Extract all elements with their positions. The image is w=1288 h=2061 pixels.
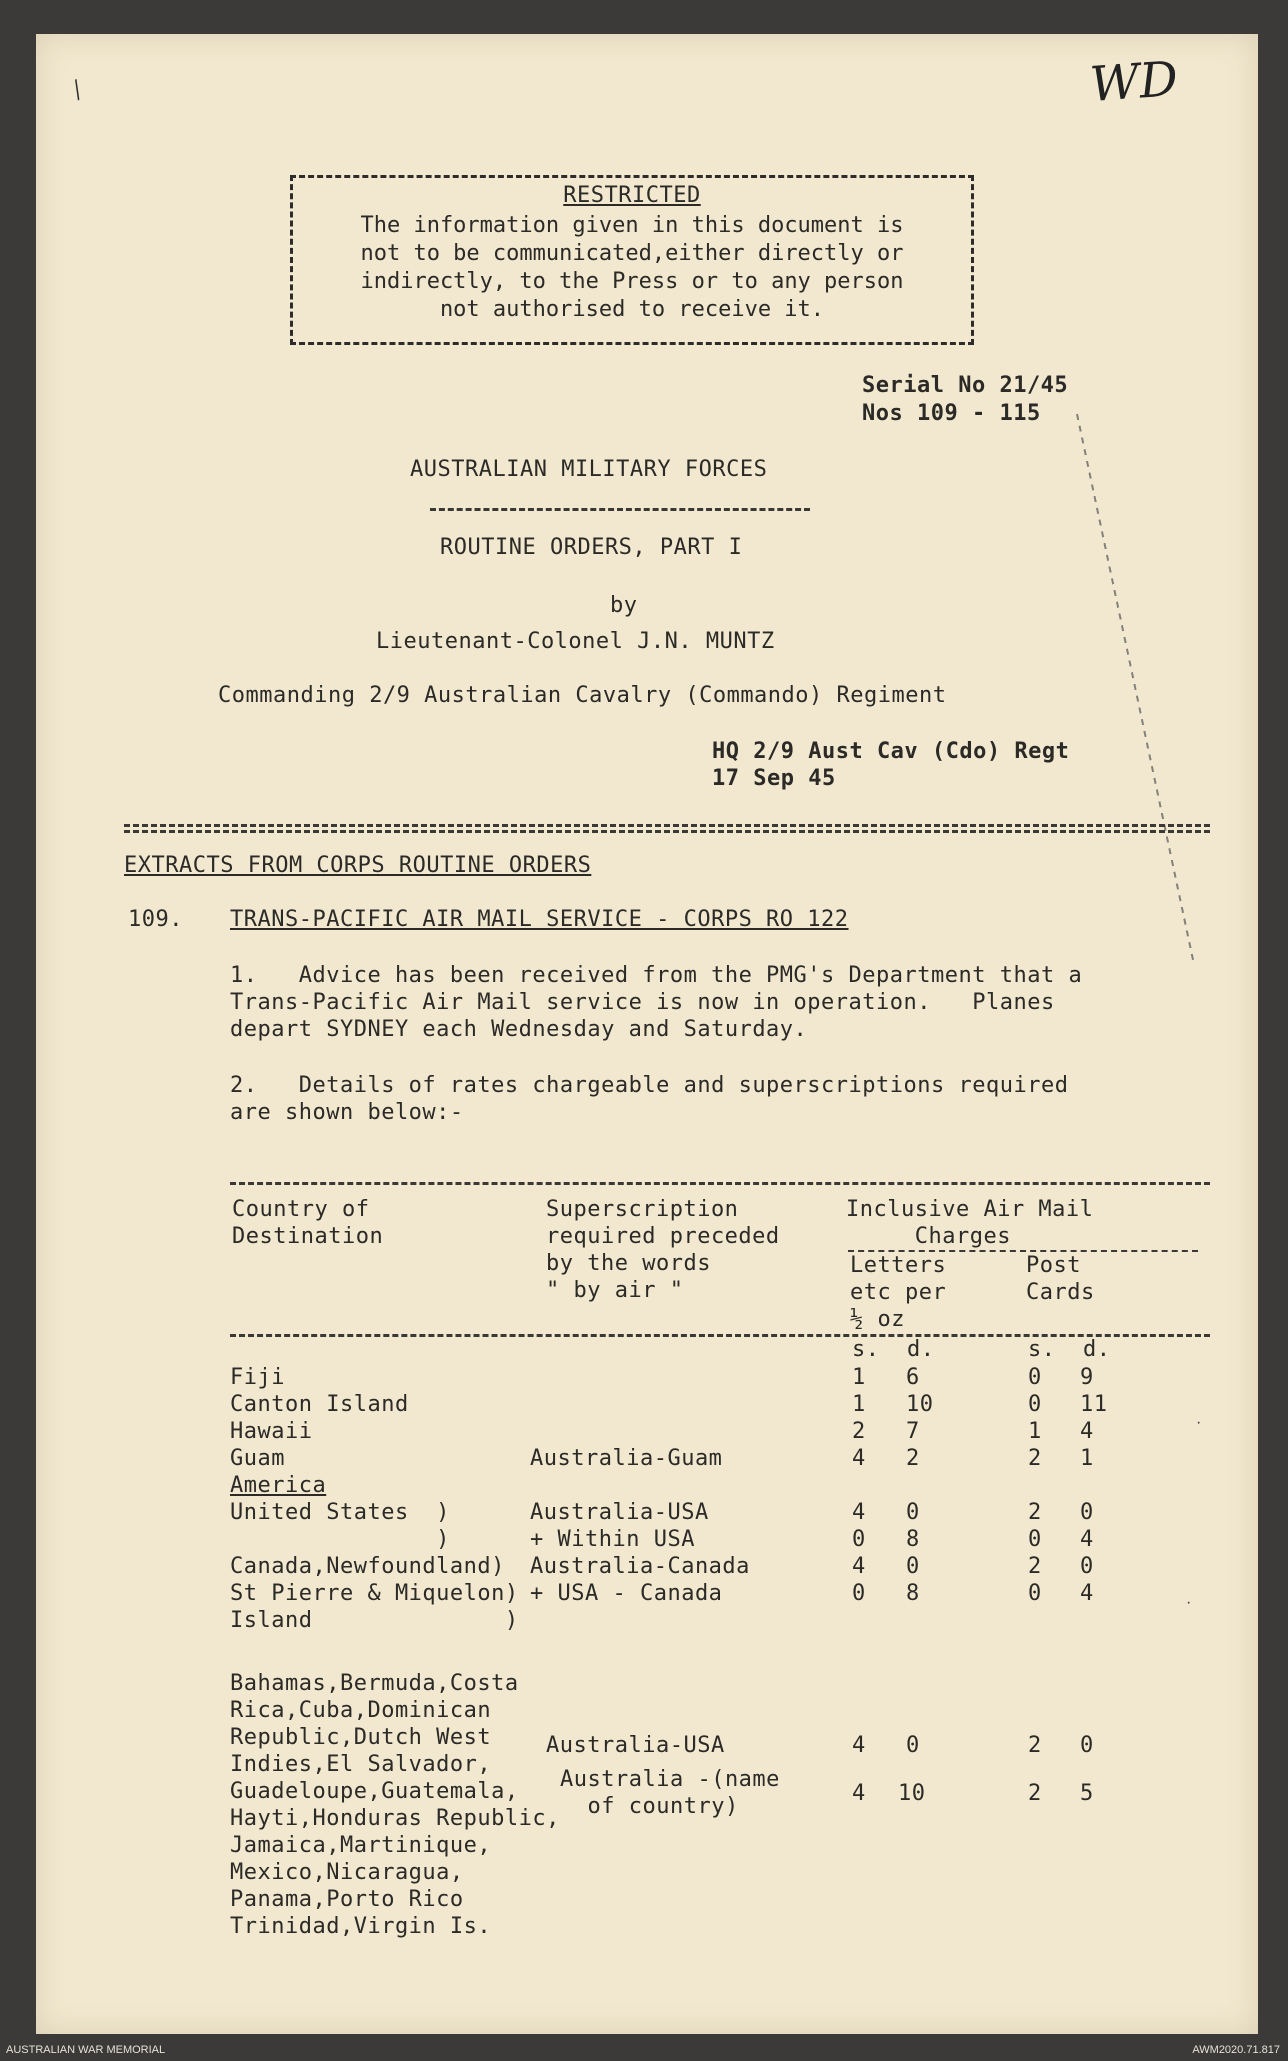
group-superscription-2: Australia -(name of country) bbox=[560, 1767, 780, 1819]
letters-shillings: 1 bbox=[852, 1365, 866, 1390]
letters-shillings: 0 bbox=[852, 1581, 866, 1606]
postcards-pence: 4 bbox=[1080, 1581, 1094, 1606]
postcards-pence: 4 bbox=[1080, 1419, 1094, 1444]
letters-shillings: 4 bbox=[852, 1554, 866, 1579]
row-country: Canton Island bbox=[230, 1392, 409, 1417]
postcards-shillings: 2 bbox=[1028, 1500, 1042, 1525]
postcards-pence: 9 bbox=[1080, 1365, 1094, 1390]
hq-line: HQ 2/9 Aust Cav (Cdo) Regt bbox=[712, 739, 1070, 764]
letters-pence: 0 bbox=[906, 1500, 920, 1525]
commanding-officer: Lieutenant-Colonel J.N. MUNTZ bbox=[376, 629, 775, 654]
postcards-pence: 0 bbox=[1080, 1500, 1094, 1525]
postcards-units: s. d. bbox=[1028, 1337, 1111, 1362]
row-superscription: Australia-Canada bbox=[530, 1554, 750, 1579]
section-divider bbox=[124, 824, 1210, 827]
paragraph-1: 1. Advice has been received from the PMG's Department that a Trans-Pacific Air Mail service is now in operation. Planes depart SYDNEY each Wednesday and Saturday. bbox=[230, 963, 1083, 1042]
row-country: Canada,Newfoundland) bbox=[230, 1554, 505, 1579]
postcards-shillings: 1 bbox=[1028, 1419, 1042, 1444]
letters-pence: 10 bbox=[906, 1392, 934, 1417]
archive-reference: AWM2020.71.817 bbox=[1192, 2044, 1280, 2056]
letters-shillings: 4 bbox=[852, 1446, 866, 1471]
row-superscription: Australia-USA bbox=[530, 1500, 709, 1525]
row-country: America bbox=[230, 1473, 327, 1498]
postcards-shillings: 2 bbox=[1028, 1446, 1042, 1471]
letters-pence: 10 bbox=[898, 1781, 926, 1806]
letters-pence: 8 bbox=[906, 1581, 920, 1606]
order-numbers: Nos 109 - 115 bbox=[862, 401, 1041, 426]
group-countries: Bahamas,Bermuda,Costa Rica,Cuba,Dominican Republic,Dutch West Indies,El Salvador, Guadeloupe,Guatemala, Hayti,Honduras Republic, Jamaica,Martinique, Mexico,Nicaragua, Panama,Porto Rico Trinidad,Virgin Is. bbox=[230, 1671, 560, 1939]
postcards-shillings: 2 bbox=[1028, 1554, 1042, 1579]
letters-pence: 7 bbox=[906, 1419, 920, 1444]
row-country: ) bbox=[230, 1527, 450, 1552]
letters-shillings: 0 bbox=[852, 1527, 866, 1552]
paragraph-2: 2. Details of rates chargeable and superscriptions required are shown below:- bbox=[230, 1073, 1069, 1125]
letters-shillings: 1 bbox=[852, 1392, 866, 1417]
command-line: Commanding 2/9 Australian Cavalry (Commando) Regiment bbox=[218, 683, 947, 708]
letters-pence: 2 bbox=[906, 1446, 920, 1471]
restricted-heading: RESTRICTED bbox=[563, 183, 701, 208]
postcards-shillings: 0 bbox=[1028, 1581, 1042, 1606]
col-letters-header: Letters etc per ½ oz bbox=[850, 1253, 947, 1332]
archive-credit: AUSTRALIAN WAR MEMORIAL bbox=[6, 2044, 166, 2056]
by-line: by bbox=[610, 593, 638, 618]
date-line: 17 Sep 45 bbox=[712, 766, 836, 791]
restricted-notice bbox=[290, 175, 974, 345]
postcards-shillings: 2 bbox=[1028, 1781, 1042, 1806]
postcards-pence: 1 bbox=[1080, 1446, 1094, 1471]
table-top-rule bbox=[230, 1182, 1210, 1185]
item-title: TRANS-PACIFIC AIR MAIL SERVICE - CORPS RO 122 bbox=[230, 907, 849, 932]
col-charges-header: Inclusive Air Mail Charges bbox=[846, 1197, 1094, 1249]
postcards-shillings: 2 bbox=[1028, 1733, 1042, 1758]
row-country: Hawaii bbox=[230, 1419, 313, 1444]
row-country: Island ) bbox=[230, 1608, 519, 1633]
letters-pence: 8 bbox=[906, 1527, 920, 1552]
postcards-shillings: 0 bbox=[1028, 1365, 1042, 1390]
row-country: Guam bbox=[230, 1446, 285, 1471]
pin-hole-mark: ⁄ bbox=[66, 76, 90, 103]
fold-line bbox=[1076, 414, 1194, 962]
postcards-shillings: 0 bbox=[1028, 1527, 1042, 1552]
handwritten-initials: WD bbox=[1088, 51, 1180, 113]
postcards-pence: 0 bbox=[1080, 1554, 1094, 1579]
postcards-pence: 0 bbox=[1080, 1733, 1094, 1758]
letters-units: s. d. bbox=[852, 1337, 935, 1362]
row-country: Fiji bbox=[230, 1365, 285, 1390]
letters-shillings: 4 bbox=[852, 1500, 866, 1525]
row-superscription: + USA - Canada bbox=[530, 1581, 723, 1606]
document-page bbox=[36, 34, 1258, 2034]
stray-mark: · bbox=[1196, 1414, 1202, 1431]
letters-shillings: 4 bbox=[852, 1733, 866, 1758]
group-superscription-1: Australia-USA bbox=[546, 1733, 725, 1758]
section-title: EXTRACTS FROM CORPS ROUTINE ORDERS bbox=[124, 853, 592, 878]
postcards-shillings: 0 bbox=[1028, 1392, 1042, 1417]
row-superscription: + Within USA bbox=[530, 1527, 695, 1552]
section-divider bbox=[124, 830, 1210, 833]
force-title: AUSTRALIAN MILITARY FORCES bbox=[410, 457, 768, 482]
letters-pence: 6 bbox=[906, 1365, 920, 1390]
postcards-pence: 5 bbox=[1080, 1781, 1094, 1806]
restricted-text: The information given in this document is not to be communicated,either directly or indirectly, to the Press or to any person not authorised to receive it. bbox=[360, 213, 904, 322]
postcards-pence: 4 bbox=[1080, 1527, 1094, 1552]
postcards-pence: 11 bbox=[1080, 1392, 1108, 1417]
divider bbox=[430, 508, 810, 511]
orders-title: ROUTINE ORDERS, PART I bbox=[440, 535, 743, 560]
row-superscription: Australia-Guam bbox=[530, 1446, 723, 1471]
row-country: United States ) bbox=[230, 1500, 450, 1525]
item-number: 109. bbox=[128, 907, 183, 932]
letters-pence: 0 bbox=[906, 1554, 920, 1579]
letters-shillings: 2 bbox=[852, 1419, 866, 1444]
letters-shillings: 4 bbox=[852, 1781, 866, 1806]
stray-mark: · bbox=[1186, 1594, 1192, 1611]
serial-number: Serial No 21/45 bbox=[862, 373, 1069, 398]
col-postcards-header: Post Cards bbox=[1026, 1253, 1095, 1305]
letters-pence: 0 bbox=[906, 1733, 920, 1758]
col-country-header: Country of Destination bbox=[232, 1197, 384, 1249]
row-country: St Pierre & Miquelon) bbox=[230, 1581, 519, 1606]
col-superscription-header: Superscription required preceded by the words " by air " bbox=[546, 1197, 780, 1303]
